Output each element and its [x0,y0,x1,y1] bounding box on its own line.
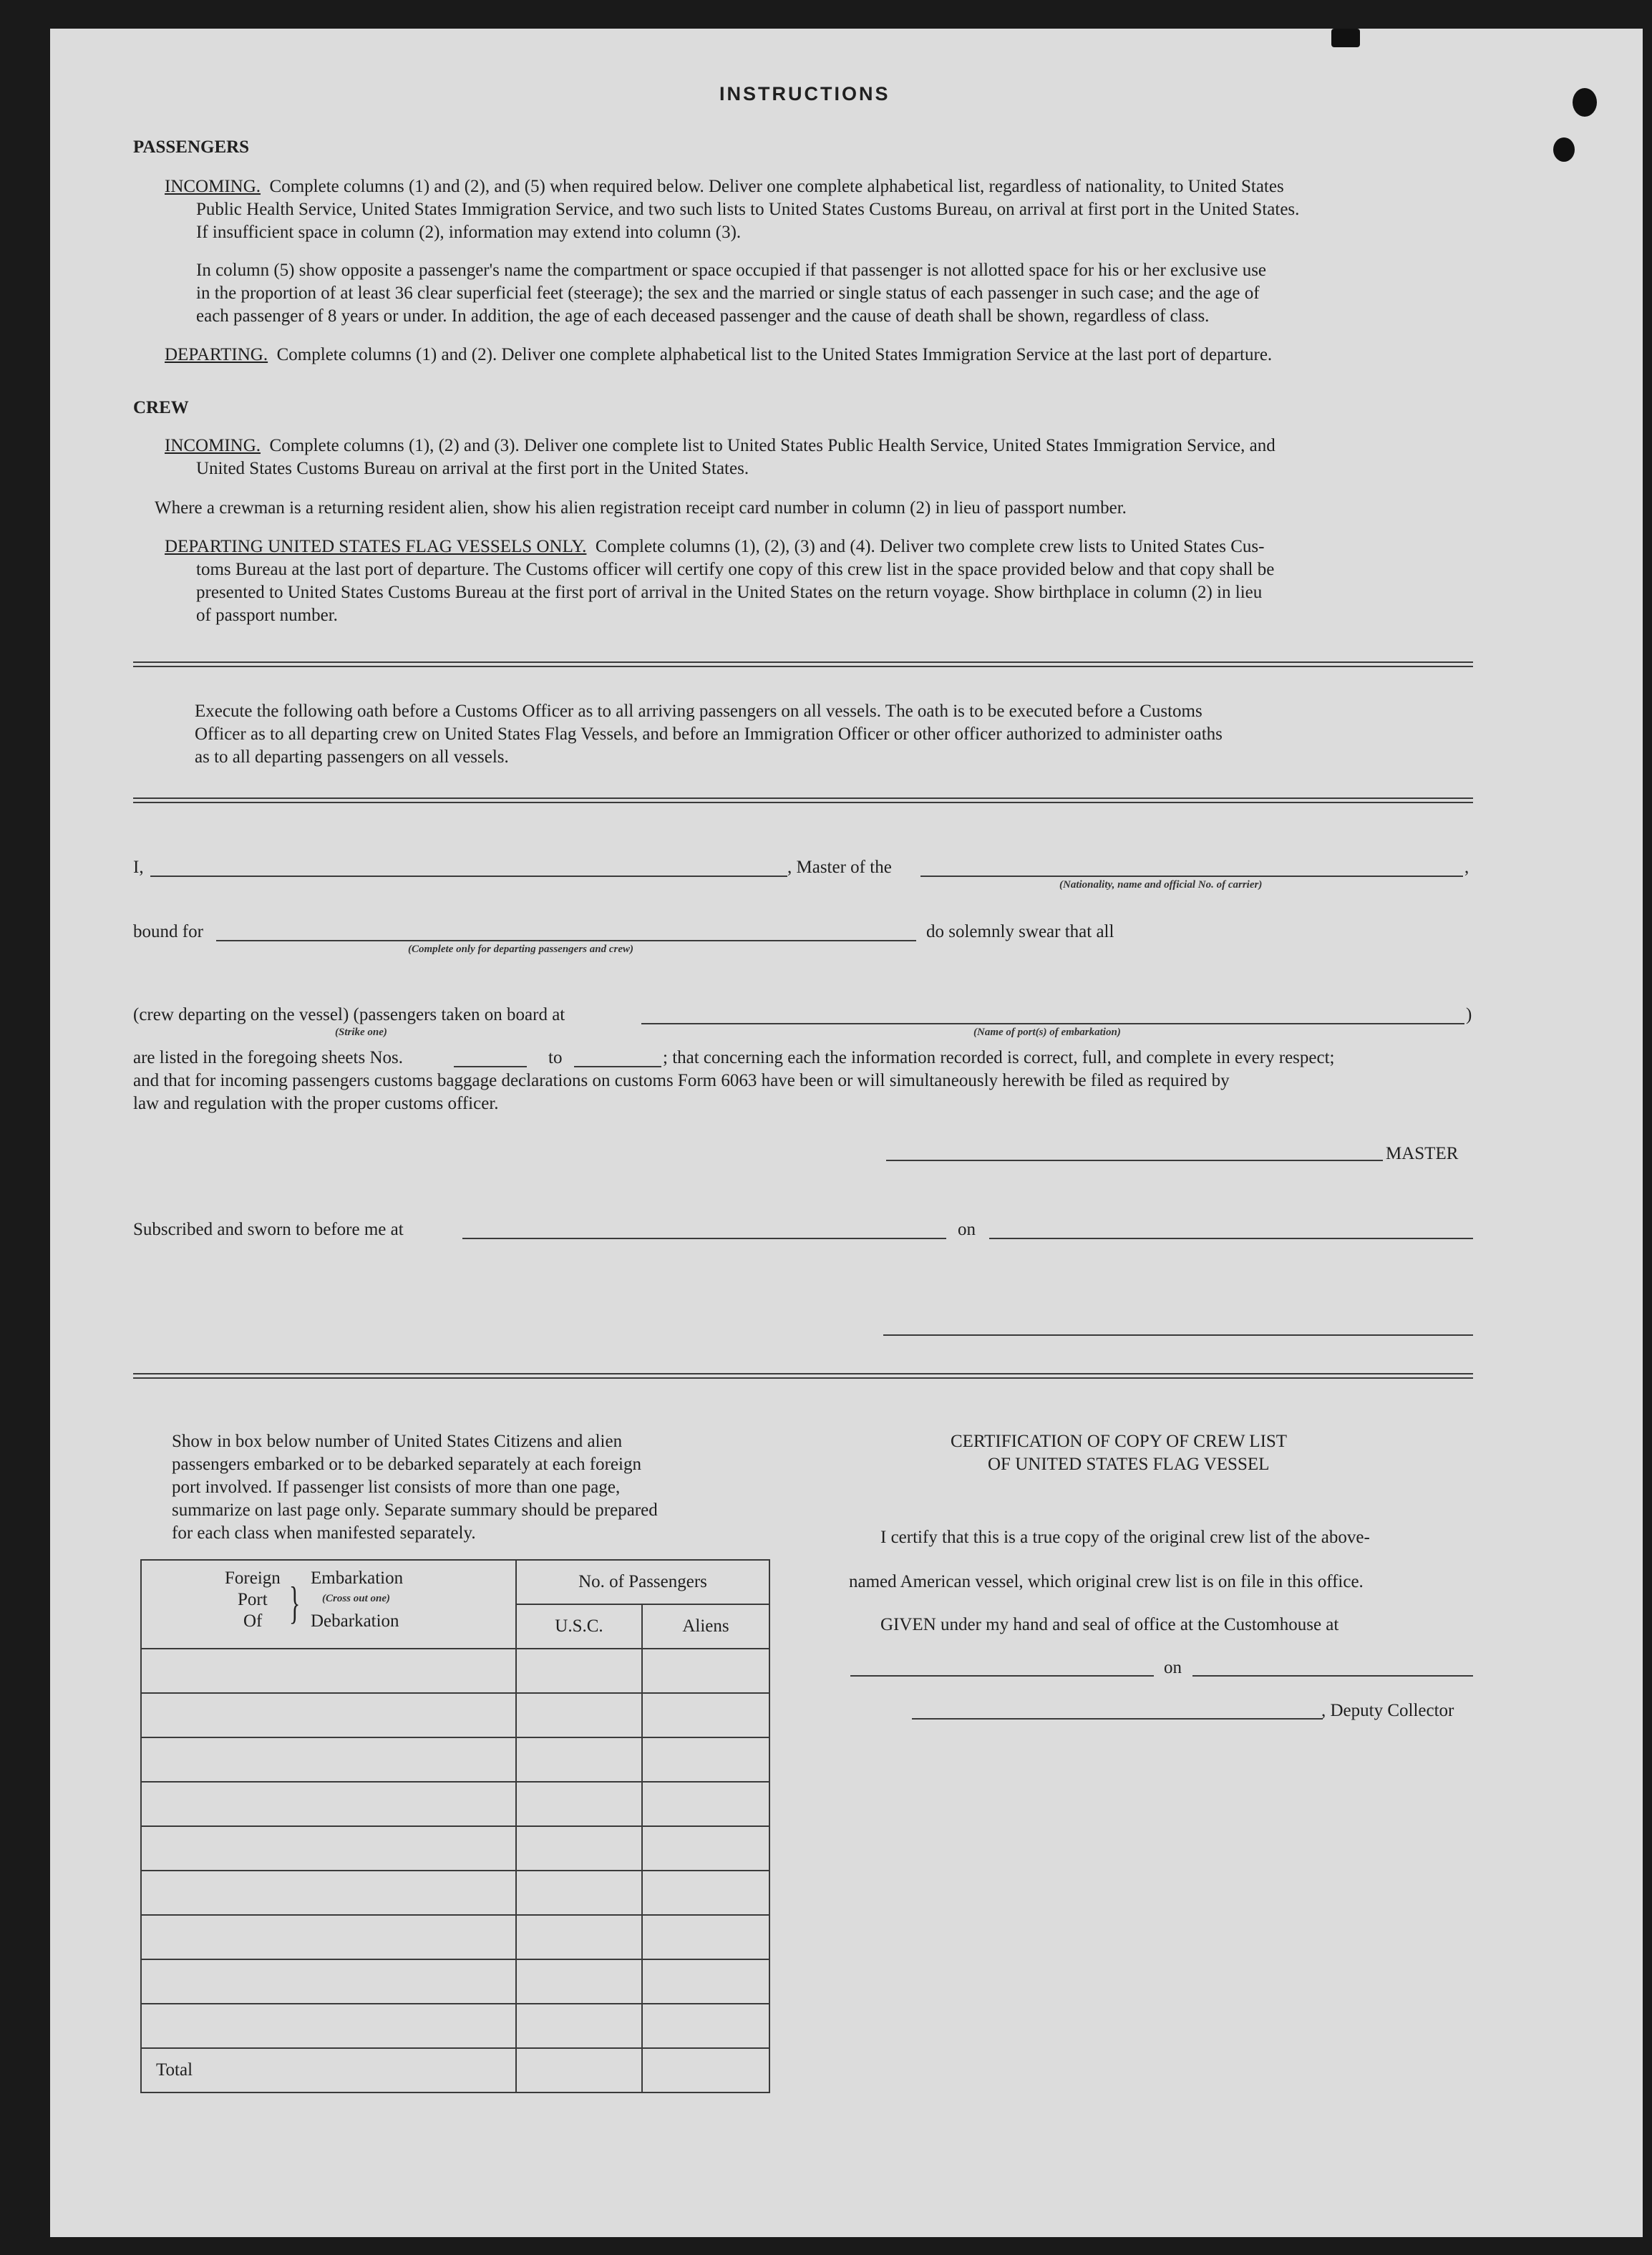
embarkation-port-field[interactable] [641,1023,1464,1024]
port-cell[interactable] [141,2004,516,2048]
usc-cell[interactable] [516,1649,642,1693]
sworn-on-field[interactable] [989,1238,1473,1239]
passengers-incoming-line-2: Public Health Service, United States Immigration Service, and two such lists to United States Customs Bureau, on arrival at first port in the United States. [196,200,1300,219]
port-cell[interactable] [141,1782,516,1826]
summary-intro-1: Show in box below number of United States Citizens and alien [172,1432,623,1451]
passengers-incoming-line-1 [165,175,1284,198]
master-of-the-label: , Master of the [787,858,892,877]
foreign-label: Foreign [225,1568,281,1588]
crew-departing-text-1: Complete columns (1), (2), (3) and (4). Deliver two complete crew lists to United States Cus- [595,537,1265,556]
usc-cell[interactable] [516,1826,642,1871]
certification-date-field[interactable] [1192,1675,1473,1677]
crew-departing-line-3: presented to United States Customs Bureau at the first port of arrival in the United States on the return voyage. Show birthplace in column (2) in lieu [196,583,1263,602]
crew-incoming-text-1: Complete columns (1), (2) and (3). Deliver one complete list to United States Public Health Service, United States Immigration Service, and [269,436,1276,455]
punch-hole [1553,137,1575,162]
aliens-cell[interactable] [642,1915,769,1959]
punch-hole [1573,88,1597,117]
passenger-summary-table [140,1559,770,2093]
aliens-cell[interactable] [642,2004,769,2048]
oath-intro-line-1: Execute the following oath before a Customs Officer as to all arriving passengers on all vessels. The oath is to be executed before a Customs [195,702,1202,721]
aliens-total-cell[interactable] [642,2048,769,2092]
summary-intro-5: for each class when manifested separately. [172,1523,476,1543]
usc-cell[interactable] [516,1959,642,2004]
summary-intro-2: passengers embarked or to be debarked separately at each foreign [172,1455,641,1474]
usc-cell[interactable] [516,1915,642,1959]
column5-line-1: In column (5) show opposite a passenger's name the compartment or space occupied if that passenger is not allotted space for his or her exclusive use [196,261,1267,280]
usc-cell[interactable] [516,1871,642,1915]
aliens-cell[interactable] [642,1693,769,1737]
aliens-cell[interactable] [642,1737,769,1782]
port-note: (Name of port(s) of embarkation) [973,1027,1121,1038]
crew-resident-line: Where a crewman is a returning resident alien, show his alien registration receipt card number in column (2) in lieu of passport number. [155,498,1127,518]
sheet-to-field[interactable] [574,1066,661,1067]
debarkation-label: Debarkation [311,1611,399,1631]
brace: } [289,1577,301,1628]
port-cell[interactable] [141,1871,516,1915]
customhouse-field[interactable] [850,1675,1154,1677]
deputy-collector-label: , Deputy Collector [1321,1701,1454,1720]
deputy-signature-field[interactable] [912,1718,1323,1720]
listed-to: to [548,1048,563,1067]
listed-text-3: and that for incoming passengers customs baggage declarations on customs Form 6063 have been or will simultaneously herewith be filed as required by [133,1071,1230,1090]
aliens-cell[interactable] [642,1782,769,1826]
usc-cell[interactable] [516,1782,642,1826]
bound-for-label: bound for [133,922,203,941]
port-cell[interactable] [141,1826,516,1871]
certification-heading-2: OF UNITED STATES FLAG VESSEL [988,1455,1270,1474]
officer-signature-field[interactable] [883,1334,1473,1336]
port-cell[interactable] [141,1915,516,1959]
usc-header: U.S.C. [516,1604,642,1649]
usc-cell[interactable] [516,2004,642,2048]
port-cell[interactable] [141,1693,516,1737]
carrier-note: (Nationality, name and official No. of carrier) [1059,879,1263,891]
crew-departing-label: (crew departing on the vessel) (passengers taken on board at [133,1005,565,1024]
aliens-cell[interactable] [642,1959,769,2004]
certification-heading-1: CERTIFICATION OF COPY OF CREW LIST [951,1432,1288,1451]
passengers-departing-line [165,344,1272,367]
summary-intro-3: port involved. If passenger list consists of more than one page, [172,1478,621,1497]
page-title: INSTRUCTIONS [719,83,890,105]
aliens-cell[interactable] [642,1871,769,1915]
master-signature-field[interactable] [886,1160,1383,1161]
divider [133,797,1473,803]
bound-for-field[interactable] [216,940,916,941]
certification-on-label: on [1164,1658,1182,1677]
listed-text-2: ; that concerning each the information recorded is correct, full, and complete in every respect; [663,1048,1335,1067]
certification-text-1: I certify that this is a true copy of the original crew list of the above- [880,1528,1370,1547]
port-cell[interactable] [141,1737,516,1782]
passengers-incoming-line-3: If insufficient space in column (2), information may extend into column (3). [196,223,742,242]
divider [133,1373,1473,1379]
crew-departing-line-1 [165,535,1264,558]
certification-text-3: GIVEN under my hand and seal of office at the Customhouse at [880,1615,1339,1634]
departing-label: DEPARTING. [165,345,268,364]
total-label: Total [156,2060,193,2080]
listed-line-1 [133,1047,403,1070]
column5-line-3: each passenger of 8 years or under. In addition, the age of each deceased passenger and the cause of death shall be shown, regardless of class. [196,306,1210,326]
master-label: MASTER [1386,1144,1459,1163]
oath-intro-line-2: Officer as to all departing crew on United States Flag Vessels, and before an Immigration Officer or other officer authorized to administer oaths [195,724,1223,744]
carrier-field[interactable] [920,876,1463,877]
crew-incoming-line-1 [165,435,1276,457]
aliens-cell[interactable] [642,1649,769,1693]
crew-departing-label: DEPARTING UNITED STATES FLAG VESSELS ONLY. [165,537,587,556]
no-passengers-header: No. of Passengers [516,1560,769,1604]
solemnly-label: do solemnly swear that all [926,922,1114,941]
port-cell[interactable] [141,1959,516,2004]
passengers-heading: PASSENGERS [133,137,250,157]
cross-out-note: (Cross out one) [322,1593,391,1604]
sheet-from-field[interactable] [454,1066,527,1067]
port-label: Port [238,1590,268,1609]
sworn-at-field[interactable] [462,1238,946,1239]
listed-text-1: are listed in the foregoing sheets Nos. [133,1048,403,1067]
of-label: Of [243,1611,263,1631]
master-name-field[interactable] [150,876,787,877]
crew-heading: CREW [133,398,189,417]
sworn-on-label: on [958,1220,976,1239]
subscribed-label: Subscribed and sworn to before me at [133,1220,404,1239]
bound-note: (Complete only for departing passengers and crew) [408,944,633,955]
crew-incoming-line-2: United States Customs Bureau on arrival at the first port in the United States. [196,459,749,478]
passengers-incoming-text-1: Complete columns (1) and (2), and (5) when required below. Deliver one complete alphabetical list, regardless of nationality, to United States [269,177,1284,196]
crew-incoming-label: INCOMING. [165,436,261,455]
form-page [50,29,1643,2237]
total-cell [141,2048,516,2092]
certification-text-2: named American vessel, which original crew list is on file in this office. [849,1572,1364,1591]
comma: , [1464,858,1469,877]
divider [133,661,1473,667]
summary-intro-4: summarize on last page only. Separate summary should be prepared [172,1500,658,1520]
crew-departing-line-4: of passport number. [196,606,338,625]
aliens-header: Aliens [642,1604,769,1649]
oath-intro-line-3: as to all departing passengers on all vessels. [195,747,509,767]
usc-cell[interactable] [516,1693,642,1737]
listed-text-4: law and regulation with the proper customs officer. [133,1094,499,1113]
usc-total-cell[interactable] [516,2048,642,2092]
usc-cell[interactable] [516,1737,642,1782]
port-cell[interactable] [141,1649,516,1693]
aliens-cell[interactable] [642,1826,769,1871]
speck [1331,29,1360,47]
crew-departing-line-2: toms Bureau at the last port of departure. The Customs officer will certify one copy of this crew list in the space provided below and that copy shall be [196,560,1275,579]
port-header-cell [141,1560,516,1649]
oath-i: I, [133,858,144,877]
embarkation-label: Embarkation [311,1568,404,1588]
close-paren: ) [1466,1005,1472,1024]
passengers-departing-text: Complete columns (1) and (2). Deliver one complete alphabetical list to the United States Immigration Service at the last port of departure. [276,345,1273,364]
column5-line-2: in the proportion of at least 36 clear superficial feet (steerage); the sex and the married or single status of each passenger in such case; and the age of [196,283,1260,303]
incoming-label: INCOMING. [165,177,261,196]
strike-one-note: (Strike one) [335,1027,387,1038]
